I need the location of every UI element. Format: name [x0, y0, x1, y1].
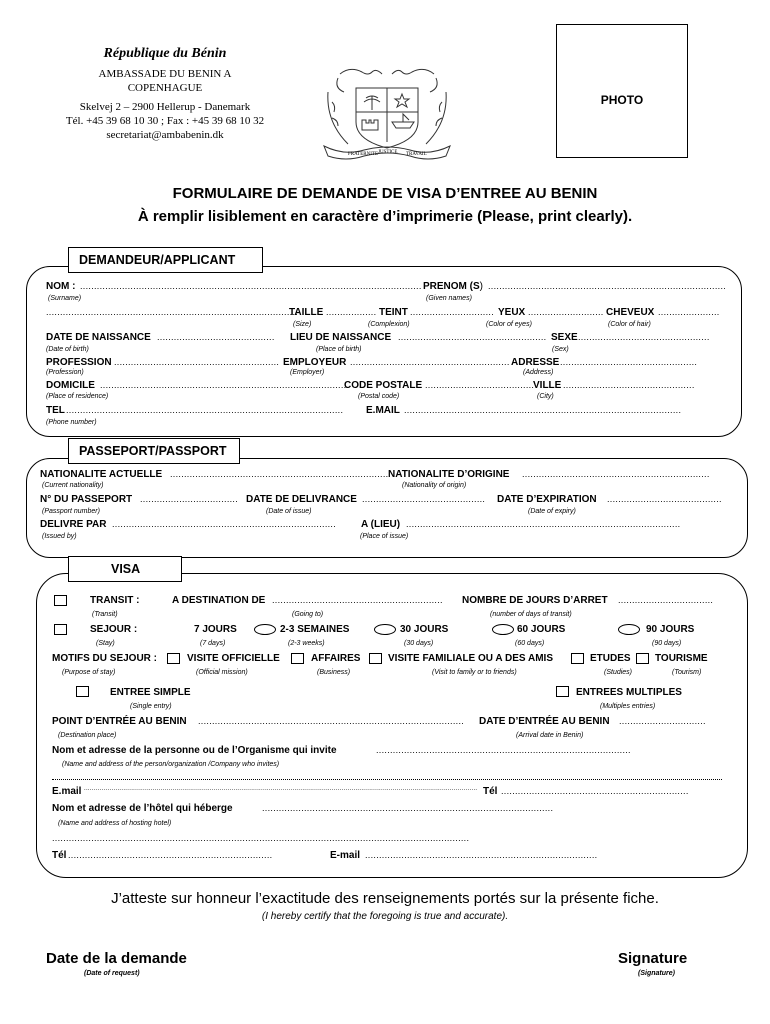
w23-option[interactable] [374, 624, 396, 635]
nombre-jours-field[interactable]: .................................. [618, 595, 714, 605]
email-label: E.MAIL [366, 405, 400, 416]
extra-name-field[interactable]: .......................................................................................... [46, 307, 299, 317]
nationalite-origine-label: NATIONALITE D’ORIGINE [388, 469, 510, 480]
embassy-line-2: COPENHAGUE [127, 82, 203, 94]
yeux-sub: (Color of eyes) [486, 321, 532, 328]
numero-passeport-sub: (Passport number) [42, 508, 100, 515]
domicile-label: DOMICILE [46, 380, 95, 391]
attestation-sub: (I hereby certify that the foregoing is true and accurate). [261, 911, 509, 922]
w23-label: 2-3 SEMAINES [280, 624, 350, 635]
tel-field[interactable]: ................................................................................................... [66, 405, 344, 415]
numero-passeport-label: N° DU PASSEPORT [40, 494, 133, 505]
nationalite-actuelle-sub: (Current nationality) [42, 482, 104, 489]
ville-field[interactable]: ............................................... [563, 380, 695, 390]
etudes-label: ETUDES [590, 653, 631, 664]
hotel-tel-label: Tél [52, 850, 67, 861]
employeur-field[interactable]: ......................................................... [350, 357, 510, 367]
signature-label: Signature [618, 950, 688, 967]
date-entree-label: DATE D’ENTRÉE AU BENIN [479, 716, 610, 727]
taille-label: TAILLE [289, 307, 324, 318]
nationalite-actuelle-label: NATIONALITE ACTUELLE [40, 469, 163, 480]
adresse-sub: (Address) [523, 369, 554, 376]
sexe-field[interactable]: ............................................... [578, 332, 710, 342]
officielle-checkbox[interactable] [167, 653, 180, 664]
lieu-naissance-label: LIEU DE NAISSANCE [290, 332, 392, 343]
visa-email-field[interactable]: ........................................................................................................................................................................................................ [84, 786, 478, 792]
employeur-label: EMPLOYEUR [283, 357, 347, 368]
signature-sub: (Signature) [638, 970, 675, 977]
tel-label: TEL [46, 405, 65, 416]
hotel-label: Nom et adresse de l’hôtel qui héberge [52, 803, 233, 814]
officielle-sub: (Official mission) [196, 669, 248, 676]
date-naissance-label: DATE DE NAISSANCE [46, 332, 151, 343]
invite-extra-line[interactable] [52, 779, 722, 780]
visa-tel-label: Tél [483, 786, 498, 797]
nom-field[interactable]: .......................................................................................................................... [80, 281, 422, 291]
d7-sub: (7 days) [200, 640, 226, 647]
date-naissance-field[interactable]: .......................................... [157, 332, 275, 342]
profession-sub: (Profession) [46, 369, 84, 376]
d30-label: 30 JOURS [400, 624, 449, 635]
yeux-label: YEUX [498, 307, 526, 318]
cheveux-field[interactable]: ...................... [658, 307, 720, 317]
lieu-naissance-field[interactable]: ..................................................... [398, 332, 547, 342]
destination-field[interactable]: ............................................................. [272, 595, 443, 605]
prenom-sub: (Given names) [426, 295, 472, 302]
adresse-field[interactable]: ................................................. [560, 357, 698, 367]
sexe-label: SEXE [551, 332, 578, 343]
d60-option[interactable] [618, 624, 640, 635]
code-postale-sub: (Postal code) [358, 393, 400, 400]
prenom-label: PRENOM (S) [423, 281, 484, 292]
officielle-label: VISITE OFFICIELLE [187, 653, 280, 664]
profession-label: PROFESSION [46, 357, 112, 368]
destination-label: A DESTINATION DE [172, 595, 266, 606]
code-postale-label: CODE POSTALE [344, 380, 423, 391]
form-title: FORMULAIRE DE DEMANDE DE VISA D’ENTREE AU BENIN [172, 185, 598, 202]
benin-coat-of-arms-icon [320, 62, 454, 162]
d60-sub: (60 days) [515, 640, 545, 647]
date-expiration-field[interactable]: ......................................... [607, 494, 722, 504]
motto-travail: TRAVAIL [406, 152, 427, 157]
hotel-field[interactable]: ........................................................................................................ [262, 803, 554, 813]
tourisme-label: TOURISME [655, 653, 708, 664]
sejour-sub: (Stay) [96, 640, 115, 647]
embassy-line-1: AMBASSADE DU BENIN A [98, 68, 232, 80]
teint-label: TEINT [379, 307, 408, 318]
transit-sub: (Transit) [92, 611, 118, 618]
entree-simple-label: ENTREE SIMPLE [110, 687, 191, 698]
motto-fraternite: FRATERNITE [348, 152, 378, 157]
tel-sub: (Phone number) [46, 419, 97, 426]
d30-sub: (30 days) [404, 640, 434, 647]
cheveux-sub: (Color of hair) [608, 321, 651, 328]
hotel-email-label: E-mail [330, 850, 361, 861]
point-entree-sub: (Destination place) [58, 732, 117, 739]
visa-section-tab: VISA [68, 556, 182, 582]
transit-label: TRANSIT : [90, 595, 140, 606]
applicant-section-tab: DEMANDEUR/APPLICANT [68, 247, 263, 273]
prenom-field[interactable]: ..................................................................................... [488, 281, 727, 291]
embassy-email: secretariat@ambabenin.dk [106, 129, 224, 141]
nationalite-origine-sub: (Nationality of origin) [402, 482, 467, 489]
visa-email-label: E.mail [52, 786, 82, 797]
hotel-sub: (Name and address of hosting hotel) [58, 820, 172, 827]
familiale-sub: (Visit to family or to friends) [432, 669, 517, 676]
photo-label: PHOTO [600, 93, 644, 107]
delivre-par-sub: (Issued by) [42, 533, 77, 540]
date-delivrance-field[interactable]: ............................................ [362, 494, 486, 504]
tourisme-checkbox[interactable] [636, 653, 649, 664]
republic-title: République du Bénin [103, 46, 227, 61]
d30-option[interactable] [492, 624, 514, 635]
motto-justice: JUSTICE [378, 150, 398, 155]
lieu-field[interactable]: .................................................................................................. [406, 519, 681, 529]
invite-label: Nom et adresse de la personne ou de l’Organisme qui invite [52, 745, 337, 756]
affaires-label: AFFAIRES [311, 653, 361, 664]
lieu-sub: (Place of issue) [360, 533, 409, 540]
date-expiration-label: DATE D’EXPIRATION [497, 494, 597, 505]
teint-field[interactable]: .............................. [410, 307, 495, 317]
date-entree-sub: (Arrival date in Benin) [516, 732, 584, 739]
affaires-checkbox[interactable] [291, 653, 304, 664]
code-postale-field[interactable]: ....................................... [425, 380, 535, 390]
invite-field[interactable]: ........................................................................................... [376, 745, 631, 755]
delivre-par-label: DELIVRE PAR [40, 519, 107, 530]
motifs-label: MOTIFS DU SEJOUR : [52, 653, 158, 664]
delivre-par-field[interactable]: ................................................................................ [112, 519, 337, 529]
numero-passeport-field[interactable]: ................................... [140, 494, 239, 504]
familiale-label: VISITE FAMILIALE OU A DES AMIS [388, 653, 554, 664]
date-request-label: Date de la demande [46, 950, 187, 967]
cheveux-label: CHEVEUX [606, 307, 655, 318]
entree-simple-checkbox[interactable] [76, 686, 89, 697]
adresse-label: ADRESSE [511, 357, 560, 368]
motifs-sub: (Purpose of stay) [62, 669, 116, 676]
domicile-field[interactable]: ......................................................................................... [100, 380, 350, 390]
nom-sub: (Surname) [48, 295, 82, 302]
taille-sub: (Size) [293, 321, 312, 328]
d7-label: 7 JOURS [194, 624, 237, 635]
sejour-label: SEJOUR : [90, 624, 138, 635]
form-subtitle: À remplir lisiblement en caractère d’imprimerie (Please, print clearly). [137, 208, 633, 225]
d60-label: 60 JOURS [517, 624, 566, 635]
nombre-jours-label: NOMBRE DE JOURS D’ARRET [462, 595, 608, 606]
nationalite-origine-field[interactable]: ................................................................... [522, 469, 710, 479]
date-naissance-sub: (Date of birth) [46, 346, 89, 353]
photo-box[interactable] [556, 24, 688, 158]
teint-sub: (Complexion) [368, 321, 410, 328]
point-entree-field[interactable]: ............................................................................................... [198, 716, 465, 726]
lieu-label: A (LIEU) [361, 519, 401, 530]
entrees-multiples-checkbox[interactable] [556, 686, 569, 697]
nationalite-actuelle-field[interactable]: .............................................................................. [170, 469, 389, 479]
transit-checkbox[interactable] [54, 595, 67, 606]
embassy-phone: Tél. +45 39 68 10 30 ; Fax : +45 39 68 10 32 [65, 115, 265, 127]
profession-field[interactable]: ........................................................... [114, 357, 280, 367]
w23-sub: (2-3 weeks) [288, 640, 325, 647]
entree-simple-sub: (Single entry) [130, 703, 172, 710]
sexe-sub: (Sex) [552, 346, 569, 353]
hotel-extra-field[interactable]: ..................................................................................................................................................... [52, 833, 470, 843]
embassy-header [40, 46, 290, 142]
ville-sub: (City) [537, 393, 554, 400]
nombre-jours-sub: (number of days of transit) [490, 611, 572, 618]
entrees-multiples-label: ENTREES MULTIPLES [576, 687, 682, 698]
affaires-sub: (Business) [317, 669, 351, 676]
etudes-checkbox[interactable] [571, 653, 584, 664]
date-delivrance-label: DATE DE DELIVRANCE [246, 494, 357, 505]
invite-sub: (Name and address of the person/organization /Company who invites) [62, 761, 280, 768]
attestation-text: J’atteste sur honneur l’exactitude des renseignements portés sur la présente fiche. [111, 890, 659, 907]
yeux-field[interactable]: ........................... [528, 307, 604, 317]
lieu-naissance-sub: (Place of birth) [316, 346, 362, 353]
date-request-sub: (Date of request) [84, 970, 140, 977]
entrees-multiples-sub: (Multiples entries) [600, 703, 656, 710]
point-entree-label: POINT D’ENTRÉE AU BENIN [52, 716, 187, 727]
tourisme-sub: (Tourism) [672, 669, 702, 676]
passport-section-tab: PASSEPORT/PASSPORT [68, 438, 240, 464]
d90-sub: (90 days) [652, 640, 682, 647]
hotel-tel-field[interactable]: ......................................................................... [68, 850, 273, 860]
employeur-sub: (Employer) [290, 369, 325, 376]
d7-option[interactable] [254, 624, 276, 635]
d90-label: 90 JOURS [646, 624, 695, 635]
ville-label: VILLE [533, 380, 562, 391]
sejour-checkbox[interactable] [54, 624, 67, 635]
date-expiration-sub: (Date of expiry) [528, 508, 576, 515]
domicile-sub: (Place of residence) [46, 393, 109, 400]
date-entree-field[interactable]: ............................... [619, 716, 706, 726]
email-field[interactable]: ................................................................................................... [404, 405, 682, 415]
visa-tel-field[interactable]: ................................................................... [501, 786, 689, 796]
nom-label: NOM : [46, 281, 76, 292]
embassy-address: Skelvej 2 – 2900 Hellerup - Danemark [79, 101, 251, 113]
destination-sub: (Going to) [292, 611, 324, 618]
etudes-sub: (Studies) [604, 669, 633, 676]
date-delivrance-sub: (Date of issue) [266, 508, 312, 515]
hotel-email-field[interactable]: ................................................................................... [365, 850, 598, 860]
familiale-checkbox[interactable] [369, 653, 382, 664]
taille-field[interactable]: .................. [326, 307, 377, 317]
